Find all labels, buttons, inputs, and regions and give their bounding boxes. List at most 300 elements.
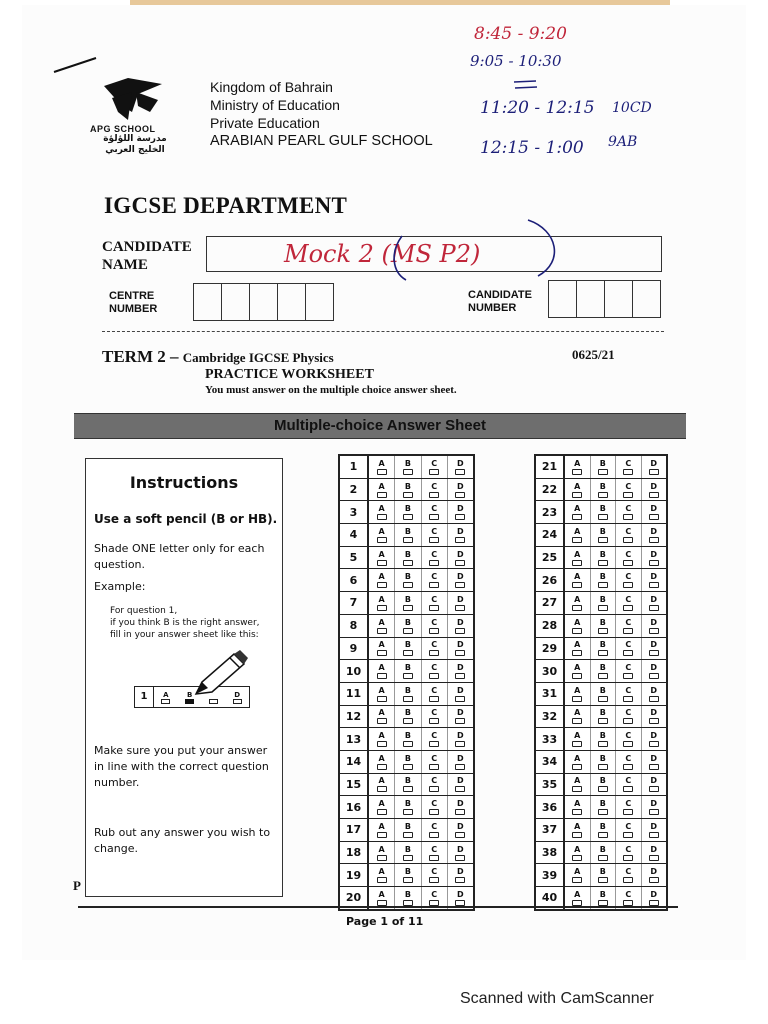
answer-option-b[interactable] <box>591 456 617 478</box>
answer-option-d[interactable] <box>448 796 473 818</box>
answer-bubble[interactable] <box>623 718 633 724</box>
answer-bubble[interactable] <box>429 514 439 520</box>
answer-bubble[interactable] <box>572 628 582 634</box>
answer-option-b[interactable] <box>395 547 421 569</box>
answer-option-b[interactable] <box>395 524 421 546</box>
answer-bubble[interactable] <box>377 673 387 679</box>
answer-option-c[interactable] <box>616 456 642 478</box>
answer-option-c[interactable] <box>616 660 642 682</box>
answer-option-b[interactable] <box>395 864 421 886</box>
answer-bubble[interactable] <box>598 900 608 906</box>
answer-bubble[interactable] <box>377 605 387 611</box>
answer-option-d[interactable] <box>642 660 667 682</box>
answer-bubble[interactable] <box>649 560 659 566</box>
answer-option-d[interactable] <box>448 524 473 546</box>
answer-option-d[interactable] <box>448 615 473 637</box>
answer-bubble[interactable] <box>598 605 608 611</box>
answer-bubble[interactable] <box>623 582 633 588</box>
answer-option-a[interactable] <box>369 706 395 728</box>
answer-option-d[interactable] <box>448 842 473 864</box>
answer-option-c[interactable] <box>616 796 642 818</box>
answer-option-c[interactable] <box>616 706 642 728</box>
answer-option-b[interactable] <box>591 615 617 637</box>
answer-option-d[interactable] <box>448 660 473 682</box>
answer-option-b[interactable] <box>395 479 421 501</box>
answer-option-d[interactable] <box>642 796 667 818</box>
answer-option-a[interactable] <box>369 615 395 637</box>
answer-bubble[interactable] <box>598 514 608 520</box>
answer-option-a[interactable] <box>369 479 395 501</box>
answer-bubble[interactable] <box>623 786 633 792</box>
answer-option-b[interactable] <box>591 728 617 750</box>
answer-option-a[interactable] <box>565 615 591 637</box>
answer-option-d[interactable] <box>448 751 473 773</box>
answer-bubble[interactable] <box>429 560 439 566</box>
answer-option-b[interactable] <box>591 706 617 728</box>
answer-option-a[interactable] <box>565 774 591 796</box>
answer-option-a[interactable] <box>565 683 591 705</box>
answer-bubble[interactable] <box>572 877 582 883</box>
answer-bubble[interactable] <box>429 855 439 861</box>
answer-bubble[interactable] <box>403 673 413 679</box>
answer-option-d[interactable] <box>448 683 473 705</box>
answer-option-c[interactable] <box>422 569 448 591</box>
answer-option-a[interactable] <box>565 796 591 818</box>
answer-option-c[interactable] <box>422 615 448 637</box>
answer-option-a[interactable] <box>565 547 591 569</box>
answer-option-b[interactable] <box>395 456 421 478</box>
answer-option-b[interactable] <box>395 819 421 841</box>
answer-bubble[interactable] <box>377 855 387 861</box>
answer-option-c[interactable] <box>616 479 642 501</box>
answer-option-b[interactable] <box>591 524 617 546</box>
answer-option-b[interactable] <box>591 864 617 886</box>
answer-bubble[interactable] <box>455 492 465 498</box>
answer-bubble[interactable] <box>623 696 633 702</box>
answer-option-b[interactable] <box>591 796 617 818</box>
answer-bubble[interactable] <box>572 514 582 520</box>
answer-option-b[interactable] <box>395 615 421 637</box>
answer-bubble[interactable] <box>455 469 465 475</box>
answer-bubble[interactable] <box>572 605 582 611</box>
answer-option-b[interactable] <box>395 796 421 818</box>
answer-bubble[interactable] <box>403 900 413 906</box>
answer-option-b[interactable] <box>395 569 421 591</box>
answer-option-a[interactable] <box>565 728 591 750</box>
answer-option-a[interactable] <box>369 864 395 886</box>
answer-bubble[interactable] <box>649 696 659 702</box>
answer-option-d[interactable] <box>642 706 667 728</box>
answer-bubble[interactable] <box>649 673 659 679</box>
answer-bubble[interactable] <box>403 650 413 656</box>
answer-bubble[interactable] <box>455 900 465 906</box>
answer-bubble[interactable] <box>572 650 582 656</box>
answer-option-c[interactable] <box>616 774 642 796</box>
answer-option-a[interactable] <box>565 864 591 886</box>
answer-option-b[interactable] <box>395 592 421 614</box>
answer-option-b[interactable] <box>591 660 617 682</box>
answer-option-a[interactable] <box>369 819 395 841</box>
answer-bubble[interactable] <box>572 809 582 815</box>
answer-option-a[interactable] <box>565 819 591 841</box>
answer-option-c[interactable] <box>616 842 642 864</box>
answer-option-c[interactable] <box>422 547 448 569</box>
answer-bubble[interactable] <box>429 469 439 475</box>
answer-option-b[interactable] <box>591 547 617 569</box>
answer-bubble[interactable] <box>377 718 387 724</box>
answer-option-a[interactable] <box>369 569 395 591</box>
answer-bubble[interactable] <box>598 718 608 724</box>
answer-option-c[interactable] <box>616 547 642 569</box>
answer-option-a[interactable] <box>369 683 395 705</box>
answer-bubble[interactable] <box>429 650 439 656</box>
answer-bubble[interactable] <box>649 764 659 770</box>
answer-bubble[interactable] <box>429 786 439 792</box>
answer-bubble[interactable] <box>598 537 608 543</box>
answer-bubble[interactable] <box>649 605 659 611</box>
answer-bubble[interactable] <box>572 673 582 679</box>
centre-number-field[interactable] <box>193 283 334 321</box>
answer-bubble[interactable] <box>623 514 633 520</box>
answer-option-d[interactable] <box>642 638 667 660</box>
answer-option-b[interactable] <box>591 774 617 796</box>
answer-bubble[interactable] <box>455 877 465 883</box>
answer-option-d[interactable] <box>642 774 667 796</box>
answer-bubble[interactable] <box>403 605 413 611</box>
answer-bubble[interactable] <box>403 741 413 747</box>
answer-bubble[interactable] <box>429 696 439 702</box>
answer-bubble[interactable] <box>649 469 659 475</box>
answer-option-b[interactable] <box>591 592 617 614</box>
answer-option-b[interactable] <box>395 501 421 523</box>
answer-bubble[interactable] <box>649 741 659 747</box>
answer-bubble[interactable] <box>572 469 582 475</box>
answer-option-a[interactable] <box>369 638 395 660</box>
answer-option-d[interactable] <box>448 774 473 796</box>
answer-option-a[interactable] <box>369 751 395 773</box>
answer-bubble[interactable] <box>429 537 439 543</box>
answer-bubble[interactable] <box>572 786 582 792</box>
answer-bubble[interactable] <box>572 741 582 747</box>
answer-bubble[interactable] <box>572 900 582 906</box>
answer-bubble[interactable] <box>455 628 465 634</box>
answer-bubble[interactable] <box>403 560 413 566</box>
answer-bubble[interactable] <box>572 537 582 543</box>
answer-option-d[interactable] <box>642 524 667 546</box>
answer-option-d[interactable] <box>448 456 473 478</box>
answer-option-d[interactable] <box>448 819 473 841</box>
answer-bubble[interactable] <box>377 650 387 656</box>
answer-bubble[interactable] <box>572 492 582 498</box>
answer-bubble[interactable] <box>623 855 633 861</box>
answer-option-a[interactable] <box>565 751 591 773</box>
answer-bubble[interactable] <box>455 832 465 838</box>
answer-bubble[interactable] <box>377 469 387 475</box>
answer-bubble[interactable] <box>429 877 439 883</box>
answer-bubble[interactable] <box>598 650 608 656</box>
answer-bubble[interactable] <box>377 764 387 770</box>
answer-bubble[interactable] <box>455 582 465 588</box>
answer-bubble[interactable] <box>377 514 387 520</box>
answer-bubble[interactable] <box>455 786 465 792</box>
answer-option-a[interactable] <box>565 660 591 682</box>
answer-option-d[interactable] <box>448 864 473 886</box>
candidate-number-field[interactable] <box>548 280 661 318</box>
answer-bubble[interactable] <box>403 718 413 724</box>
answer-option-b[interactable] <box>395 683 421 705</box>
answer-bubble[interactable] <box>649 900 659 906</box>
answer-bubble[interactable] <box>572 582 582 588</box>
answer-bubble[interactable] <box>429 741 439 747</box>
answer-option-a[interactable] <box>565 569 591 591</box>
answer-option-a[interactable] <box>369 501 395 523</box>
answer-option-c[interactable] <box>422 479 448 501</box>
answer-bubble[interactable] <box>623 492 633 498</box>
answer-bubble[interactable] <box>403 764 413 770</box>
answer-bubble[interactable] <box>403 855 413 861</box>
answer-option-d[interactable] <box>642 592 667 614</box>
answer-bubble[interactable] <box>377 582 387 588</box>
answer-option-d[interactable] <box>642 456 667 478</box>
answer-bubble[interactable] <box>377 560 387 566</box>
answer-bubble[interactable] <box>455 650 465 656</box>
answer-bubble[interactable] <box>403 696 413 702</box>
answer-bubble[interactable] <box>649 786 659 792</box>
answer-bubble[interactable] <box>598 786 608 792</box>
answer-bubble[interactable] <box>403 786 413 792</box>
answer-bubble[interactable] <box>455 514 465 520</box>
answer-bubble[interactable] <box>598 764 608 770</box>
answer-bubble[interactable] <box>429 673 439 679</box>
answer-option-c[interactable] <box>422 819 448 841</box>
answer-option-c[interactable] <box>422 796 448 818</box>
answer-option-a[interactable] <box>369 774 395 796</box>
answer-option-b[interactable] <box>591 569 617 591</box>
answer-bubble[interactable] <box>598 741 608 747</box>
answer-option-a[interactable] <box>565 479 591 501</box>
answer-bubble[interactable] <box>598 832 608 838</box>
answer-option-a[interactable] <box>369 592 395 614</box>
answer-option-a[interactable] <box>565 842 591 864</box>
answer-bubble[interactable] <box>649 582 659 588</box>
answer-option-c[interactable] <box>616 592 642 614</box>
answer-option-d[interactable] <box>448 728 473 750</box>
answer-bubble[interactable] <box>455 537 465 543</box>
answer-bubble[interactable] <box>649 628 659 634</box>
answer-bubble[interactable] <box>598 492 608 498</box>
answer-bubble[interactable] <box>572 560 582 566</box>
answer-bubble[interactable] <box>403 832 413 838</box>
answer-bubble[interactable] <box>429 809 439 815</box>
answer-bubble[interactable] <box>377 832 387 838</box>
answer-bubble[interactable] <box>623 628 633 634</box>
answer-bubble[interactable] <box>623 650 633 656</box>
answer-option-c[interactable] <box>616 501 642 523</box>
answer-option-b[interactable] <box>395 774 421 796</box>
answer-bubble[interactable] <box>403 537 413 543</box>
answer-option-c[interactable] <box>616 638 642 660</box>
answer-option-d[interactable] <box>448 706 473 728</box>
answer-bubble[interactable] <box>598 673 608 679</box>
answer-option-d[interactable] <box>642 479 667 501</box>
answer-option-c[interactable] <box>422 501 448 523</box>
answer-option-d[interactable] <box>642 819 667 841</box>
answer-bubble[interactable] <box>455 855 465 861</box>
answer-bubble[interactable] <box>455 741 465 747</box>
answer-bubble[interactable] <box>649 877 659 883</box>
answer-option-b[interactable] <box>591 638 617 660</box>
answer-option-a[interactable] <box>369 796 395 818</box>
answer-bubble[interactable] <box>598 560 608 566</box>
answer-option-a[interactable] <box>565 706 591 728</box>
answer-bubble[interactable] <box>623 537 633 543</box>
answer-option-d[interactable] <box>642 569 667 591</box>
answer-bubble[interactable] <box>598 809 608 815</box>
answer-bubble[interactable] <box>598 877 608 883</box>
answer-option-b[interactable] <box>591 501 617 523</box>
answer-bubble[interactable] <box>649 514 659 520</box>
answer-bubble[interactable] <box>429 718 439 724</box>
answer-option-c[interactable] <box>422 774 448 796</box>
answer-option-c[interactable] <box>422 456 448 478</box>
answer-option-a[interactable] <box>565 501 591 523</box>
answer-option-a[interactable] <box>565 592 591 614</box>
answer-bubble[interactable] <box>403 877 413 883</box>
answer-option-c[interactable] <box>422 638 448 660</box>
answer-option-c[interactable] <box>616 683 642 705</box>
answer-bubble[interactable] <box>572 855 582 861</box>
answer-option-b[interactable] <box>591 683 617 705</box>
answer-bubble[interactable] <box>455 560 465 566</box>
answer-bubble[interactable] <box>623 877 633 883</box>
answer-bubble[interactable] <box>649 855 659 861</box>
answer-bubble[interactable] <box>649 492 659 498</box>
answer-bubble[interactable] <box>429 764 439 770</box>
answer-option-d[interactable] <box>448 638 473 660</box>
answer-bubble[interactable] <box>377 900 387 906</box>
answer-bubble[interactable] <box>598 469 608 475</box>
answer-option-c[interactable] <box>616 751 642 773</box>
answer-bubble[interactable] <box>649 650 659 656</box>
answer-option-c[interactable] <box>422 864 448 886</box>
answer-bubble[interactable] <box>377 537 387 543</box>
answer-bubble[interactable] <box>649 537 659 543</box>
answer-bubble[interactable] <box>403 628 413 634</box>
answer-option-a[interactable] <box>369 728 395 750</box>
answer-option-a[interactable] <box>369 456 395 478</box>
answer-option-d[interactable] <box>448 501 473 523</box>
answer-option-c[interactable] <box>616 569 642 591</box>
answer-bubble[interactable] <box>455 809 465 815</box>
answer-option-b[interactable] <box>395 638 421 660</box>
answer-option-a[interactable] <box>565 456 591 478</box>
answer-bubble[interactable] <box>572 832 582 838</box>
answer-option-c[interactable] <box>616 864 642 886</box>
answer-bubble[interactable] <box>572 718 582 724</box>
answer-bubble[interactable] <box>403 469 413 475</box>
answer-bubble[interactable] <box>377 809 387 815</box>
answer-option-b[interactable] <box>591 819 617 841</box>
answer-option-d[interactable] <box>642 501 667 523</box>
answer-option-b[interactable] <box>395 751 421 773</box>
answer-bubble[interactable] <box>403 492 413 498</box>
answer-bubble[interactable] <box>377 786 387 792</box>
answer-bubble[interactable] <box>455 605 465 611</box>
answer-option-a[interactable] <box>369 842 395 864</box>
answer-bubble[interactable] <box>649 718 659 724</box>
answer-option-d[interactable] <box>448 479 473 501</box>
answer-bubble[interactable] <box>572 764 582 770</box>
answer-option-d[interactable] <box>642 842 667 864</box>
answer-bubble[interactable] <box>429 628 439 634</box>
answer-option-d[interactable] <box>642 751 667 773</box>
answer-option-c[interactable] <box>422 660 448 682</box>
answer-bubble[interactable] <box>429 492 439 498</box>
answer-bubble[interactable] <box>623 673 633 679</box>
answer-option-d[interactable] <box>642 728 667 750</box>
answer-bubble[interactable] <box>598 696 608 702</box>
answer-bubble[interactable] <box>572 696 582 702</box>
answer-bubble[interactable] <box>623 809 633 815</box>
answer-bubble[interactable] <box>598 855 608 861</box>
answer-bubble[interactable] <box>377 696 387 702</box>
answer-option-d[interactable] <box>448 569 473 591</box>
answer-bubble[interactable] <box>623 832 633 838</box>
answer-option-a[interactable] <box>565 638 591 660</box>
answer-bubble[interactable] <box>455 718 465 724</box>
answer-option-a[interactable] <box>369 660 395 682</box>
answer-option-c[interactable] <box>616 524 642 546</box>
answer-bubble[interactable] <box>429 605 439 611</box>
answer-option-b[interactable] <box>395 660 421 682</box>
answer-option-c[interactable] <box>422 751 448 773</box>
answer-option-b[interactable] <box>591 751 617 773</box>
answer-option-b[interactable] <box>395 706 421 728</box>
answer-bubble[interactable] <box>623 469 633 475</box>
answer-option-d[interactable] <box>642 683 667 705</box>
answer-option-c[interactable] <box>422 683 448 705</box>
answer-bubble[interactable] <box>455 673 465 679</box>
answer-option-d[interactable] <box>448 592 473 614</box>
answer-bubble[interactable] <box>649 832 659 838</box>
answer-bubble[interactable] <box>377 492 387 498</box>
answer-bubble[interactable] <box>429 900 439 906</box>
answer-option-d[interactable] <box>642 615 667 637</box>
answer-bubble[interactable] <box>429 832 439 838</box>
answer-bubble[interactable] <box>455 764 465 770</box>
answer-option-c[interactable] <box>422 842 448 864</box>
answer-option-c[interactable] <box>422 728 448 750</box>
answer-option-c[interactable] <box>616 728 642 750</box>
answer-bubble[interactable] <box>377 741 387 747</box>
answer-option-a[interactable] <box>369 547 395 569</box>
answer-bubble[interactable] <box>623 900 633 906</box>
answer-option-a[interactable] <box>369 524 395 546</box>
answer-option-c[interactable] <box>616 615 642 637</box>
answer-bubble[interactable] <box>455 696 465 702</box>
answer-bubble[interactable] <box>598 582 608 588</box>
answer-option-c[interactable] <box>422 524 448 546</box>
answer-option-c[interactable] <box>422 706 448 728</box>
answer-bubble[interactable] <box>623 605 633 611</box>
answer-option-b[interactable] <box>591 479 617 501</box>
answer-option-b[interactable] <box>395 728 421 750</box>
answer-bubble[interactable] <box>623 741 633 747</box>
answer-bubble[interactable] <box>429 582 439 588</box>
answer-bubble[interactable] <box>377 877 387 883</box>
answer-option-b[interactable] <box>591 842 617 864</box>
answer-bubble[interactable] <box>623 560 633 566</box>
